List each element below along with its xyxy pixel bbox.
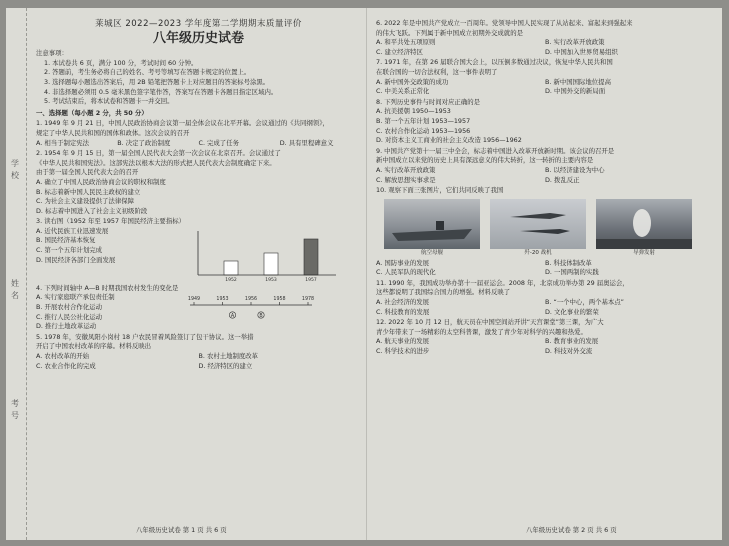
binding-label: 学 xyxy=(11,159,19,168)
option: D. 对资本主义工商业的社会主义改造 1956—1962 xyxy=(376,136,522,145)
bar-chart xyxy=(192,227,342,283)
question-text: 的伟大飞跃。下列属于新中国成立初期外交成就的是 xyxy=(376,28,523,37)
fighter-jet-photo xyxy=(490,199,586,257)
option: B. 实行改革开放政策 xyxy=(545,38,605,47)
photo-caption: 歼-20 战机 xyxy=(524,250,552,257)
binding-margin xyxy=(6,8,27,540)
option: B. 科技体制改革 xyxy=(545,258,592,267)
option: A. 确立了中国人民政治协商会议的职权和制度 xyxy=(36,177,166,186)
timeline-year: 1949 xyxy=(187,297,201,303)
option: D. 中国加入世界贸易组织 xyxy=(545,47,618,56)
question-11 xyxy=(376,279,714,317)
question-3 xyxy=(36,217,361,283)
question-text: 10. 观察下面三张图片，它们共同反映了我国 xyxy=(376,186,504,195)
binding-label: 考 xyxy=(11,399,19,408)
timeline xyxy=(186,293,316,323)
option: D. 文化事业的繁荣 xyxy=(545,307,599,316)
question-5 xyxy=(36,333,361,371)
question-text: 8. 下列历史事件与时间对应正确的是 xyxy=(376,97,480,106)
option: B. 新中国国际地位提高 xyxy=(545,77,611,86)
x-tick-label: 1952 xyxy=(225,277,237,283)
question-text: 1. 1949 年 9 月 21 日，中国人民政治协商会议第一届全体会议在北平开幕。会议通过的《共同纲领》， xyxy=(36,119,329,128)
option: D. 推行土地改革运动 xyxy=(36,322,97,331)
timeline-year: 1958 xyxy=(273,297,286,303)
aircraft-carrier-photo xyxy=(384,199,480,257)
x-tick-label: 1957 xyxy=(305,277,317,283)
timeline-point-label: B xyxy=(259,314,263,320)
question-text: 开启了中国农村改革的序幕。材料反映出 xyxy=(36,342,152,351)
note-line: 2. 答题前，考生务必将自己的姓名、考号等填写在答题卡规定的位置上。 xyxy=(44,68,251,77)
option: D. 经济特区的建立 xyxy=(198,361,253,370)
option: A. 近代民族工业迅速发展 xyxy=(36,226,109,235)
x-tick-label: 1953 xyxy=(265,277,277,283)
page-footer: 八年级历史试卷 第 1 页 共 6 页 xyxy=(136,526,227,534)
exam-sheet xyxy=(6,8,722,540)
option: B. 开展农村合作化运动 xyxy=(36,303,102,312)
option: C. 农业合作化的完成 xyxy=(36,361,96,370)
question-text: 在联合国的一切合法权利，这一事件表明了 xyxy=(376,67,498,76)
exam-title: 莱城区 2022—2023 学年度第二学期期末质量评价 xyxy=(95,19,302,29)
binding-label: 姓 xyxy=(11,279,19,288)
option: D. 标志着中国进入了社会主义初级阶段 xyxy=(36,206,148,215)
timeline-year: 1978 xyxy=(301,297,315,303)
question-6 xyxy=(376,19,714,57)
option: B. 农村土地制度改革 xyxy=(198,352,259,361)
photo-row xyxy=(384,199,714,257)
question-text: 由于第一届全国人民代表大会的召开 xyxy=(36,168,139,177)
question-7 xyxy=(376,58,714,96)
launch-graphic xyxy=(596,199,692,249)
question-2 xyxy=(36,149,361,216)
option: A. 实行改革开放政策 xyxy=(376,165,436,174)
question-text: 12. 2022 年 10 月 12 日，航天员在中国空间站开讲“天宫课堂”第三课，为广大 xyxy=(376,318,604,327)
binding-label: 名 xyxy=(11,291,19,300)
option: C. 完成了任务 xyxy=(198,138,239,147)
option: A. 农村改革的开始 xyxy=(36,352,90,361)
right-page xyxy=(376,18,714,357)
question-text: 11. 1990 年，我国成功举办第十一届亚运会。2008 年，北京成功举办第 29 届奥运会， xyxy=(376,278,629,287)
question-text: 4. 下列时间轴中 A—B 时期我国农村发生的变化是 xyxy=(36,283,179,292)
question-text: 7. 1971 年，在第 26 届联合国大会上，以压倒多数通过决议，恢复中华人民共和国 xyxy=(376,58,613,67)
question-12 xyxy=(376,318,714,356)
note-line: 4. 非选择题必须用 0.5 毫米黑色签字笔作答，答案写在答题卡各题目指定区域内。 xyxy=(44,87,278,96)
chart-bar xyxy=(304,239,318,275)
binding-label: 校 xyxy=(11,171,19,180)
option: D. 国民经济各部门全面发展 xyxy=(36,255,116,264)
option: B. 标志着新中国人民民主政权的建立 xyxy=(36,187,141,196)
option: D. 具有里程碑意义 xyxy=(279,138,334,147)
option: B. 决定了政治制度 xyxy=(117,138,171,147)
binding-label: 号 xyxy=(11,411,19,420)
option: C. 建立经济特区 xyxy=(376,47,423,56)
note-line: 1. 本试卷共 6 页，满分 100 分，考试时间 60 分钟。 xyxy=(44,58,198,67)
question-text: 2. 1954 年 9 月 15 日，第一届全国人民代表大会第一次会议在北京召开。会议通过了 xyxy=(36,149,281,158)
option: A. 相当于制定宪法 xyxy=(36,138,90,147)
option: D. 科技对外交流 xyxy=(545,347,593,356)
option: C. 科技教育的发展 xyxy=(376,307,430,316)
carrier-graphic xyxy=(384,199,480,249)
option: A. 航天事业的发展 xyxy=(376,337,430,346)
question-9 xyxy=(376,147,714,185)
timeline-year: 1956 xyxy=(244,297,258,303)
missile-launch-photo xyxy=(596,199,692,257)
question-4 xyxy=(36,284,361,332)
option: A. 社会经济的发展 xyxy=(376,298,430,307)
option: D. 一国两制的实践 xyxy=(545,268,599,277)
section-heading: 一、选择题（每小题 2 分，共 50 分） xyxy=(36,108,148,117)
page-footer: 八年级历史试卷 第 2 页 共 6 页 xyxy=(526,526,617,534)
jet-graphic xyxy=(490,199,586,249)
option: C. 农村合作化运动 1953—1956 xyxy=(376,126,471,135)
option: B. 教育事业的发展 xyxy=(545,337,599,346)
question-text: 新中国成立以来党的历史上具有深远意义的伟大转折，这一转折的主要内容是 xyxy=(376,156,594,165)
option: C. 为社会主义建设提供了法律保障 xyxy=(36,197,134,206)
question-text: 6. 2022 年是中国共产党成立一百周年。党领导中国人民实现了从站起来、富起来到强起来 xyxy=(376,19,633,27)
question-text: 青少年带来了一场精彩的太空科普课，激发了青少年对科学的兴趣和热爱。 xyxy=(376,327,587,336)
timeline-year: 1953 xyxy=(216,297,229,303)
option: C. 科学技术的进步 xyxy=(376,347,430,356)
notes-title: 注意事项： xyxy=(36,49,68,58)
option: A. 国防事业的发展 xyxy=(376,258,430,267)
option: B. 第一个五年计划 1953—1957 xyxy=(376,116,471,125)
question-8 xyxy=(376,98,714,146)
option: B. 以经济建设为中心 xyxy=(545,165,605,174)
option: A. 实行家庭联产承包责任制 xyxy=(36,293,115,302)
option: C. 解放思想实事求是 xyxy=(376,175,436,184)
option: C. 第一个五年计划完成 xyxy=(36,246,103,255)
question-text: 这些都说明了我国综合国力的增强。材料反映了 xyxy=(376,288,511,297)
photo-caption: 航空母舰 xyxy=(420,250,443,257)
chart-bar xyxy=(264,253,278,275)
option: A. 抗美援朝 1950—1953 xyxy=(376,107,451,116)
question-10 xyxy=(376,186,714,278)
option: D. 拨乱反正 xyxy=(545,175,580,184)
note-line: 3. 选择题每小题选出答案后，用 2B 铅笔把答题卡上对应题目的答案标号涂黑。 xyxy=(44,77,270,86)
photo-caption: 导弹发射 xyxy=(632,250,655,257)
question-text: 9. 中国共产党第十一届三中全会，标志着中国进入改革开放新时期。该会议的召开是 xyxy=(376,146,615,155)
option: D. 中国外交的新局面 xyxy=(545,87,606,96)
option: B. “一个中心，两个基本点” xyxy=(545,298,624,307)
timeline-point-label: A xyxy=(230,314,235,320)
chart-bar xyxy=(224,261,238,275)
option: C. 推行人民公社化运动 xyxy=(36,312,103,321)
option: A. 和平共处五项原则 xyxy=(376,38,436,47)
subject-title: 八年级历史试卷 xyxy=(152,30,244,46)
note-line: 5. 考试结束后，将本试卷和答题卡一并交回。 xyxy=(44,97,174,106)
question-1 xyxy=(36,119,361,148)
question-text: 规定了中华人民共和国的国体和政体。这次会议的召开 xyxy=(36,128,190,137)
page-fold xyxy=(366,8,367,540)
option: A. 新中国外交政策的成功 xyxy=(376,77,449,86)
question-text: 3. 读右图（1952 年至 1957 年国民经济主要指标） xyxy=(36,217,185,226)
question-text: 《中华人民共和国宪法》。这部宪法以根本大法的形式把人民代表大会制度确定下来。 xyxy=(36,158,276,167)
option: C. 人民军队的现代化 xyxy=(376,268,436,277)
left-page xyxy=(36,18,361,371)
option: B. 国民经济基本恢复 xyxy=(36,236,96,245)
question-text: 5. 1978 年，安徽凤阳小岗村 18 户农民冒着风险签订了包干协议。这一举措 xyxy=(36,332,254,341)
option: C. 中美关系正常化 xyxy=(376,87,430,96)
